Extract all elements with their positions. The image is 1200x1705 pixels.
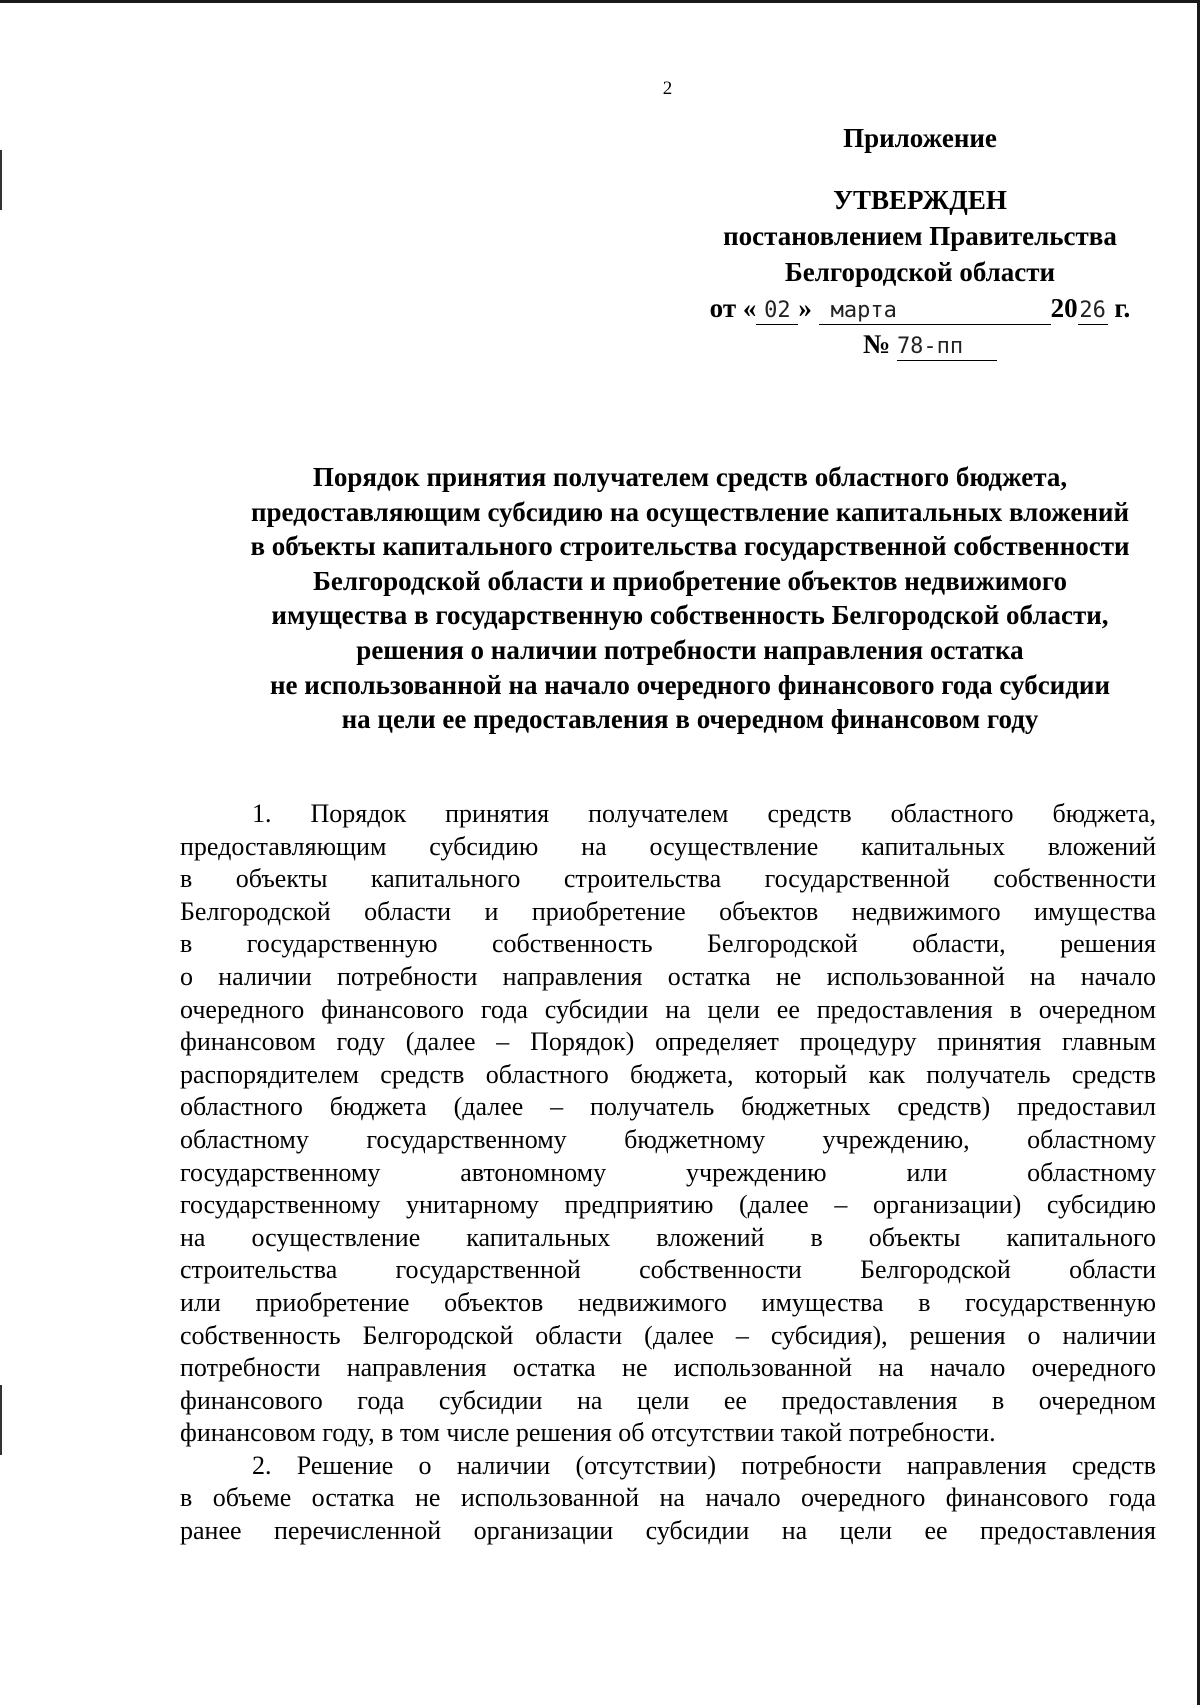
date-suffix: г. — [1114, 293, 1131, 323]
paragraph-1-line: финансовом году, в том числе решения об отсутствии такой потребности. — [180, 1418, 996, 1448]
title-line: в объекты капитального строительства государственной собственности — [250, 531, 1130, 562]
paragraph-1-line: в объекты капитального строительства государственной собственности — [180, 864, 1156, 894]
number-value: 78-пп — [897, 334, 997, 361]
date-day: 02 — [756, 298, 798, 325]
title-line: не использованной на начало очередного финансового года субсидии — [269, 669, 1111, 700]
paragraph-1-line: областного бюджета (далее – получатель бюджетных средств) предоставил — [180, 1092, 1156, 1122]
approved-by-line1: постановлением Правительства — [723, 221, 1117, 251]
paragraph-1-line: или приобретение объектов недвижимого имущества в государственную — [180, 1287, 1156, 1317]
paragraph-1-line: потребности направления остатка не использованной на начало очередного — [180, 1353, 1156, 1383]
date-prefix: от « — [709, 293, 757, 323]
approval-number — [700, 326, 1140, 362]
paragraph-1-line: собственность Белгородской области (далее – субсидия), решения о наличии — [180, 1320, 1156, 1350]
title-line: имущества в государственную собственность Белгородской области, — [271, 600, 1109, 631]
date-mid: » — [798, 293, 812, 323]
paragraph-1-line: о наличии потребности направления остатка не использованной на начало — [180, 961, 1156, 991]
title-line: решения о наличии потребности направления остатка — [356, 634, 1024, 665]
number-prefix: № — [863, 329, 891, 359]
appendix-title: Приложение — [843, 123, 997, 153]
paragraph-2-line: 2. Решение о наличии (отсутствии) потребности направления средств — [252, 1450, 1156, 1480]
document-body — [180, 798, 1156, 1548]
paragraph-1-line: государственному автономному учреждению или областному — [180, 1157, 1156, 1187]
paragraph-1-line: распорядителем средств областного бюджета, который как получатель средств — [180, 1059, 1156, 1089]
approved-label: УТВЕРЖДЕН — [833, 185, 1007, 215]
scan-edge-mark — [0, 1385, 2, 1455]
title-line: Порядок принятия получателем средств областного бюджета, — [312, 462, 1068, 492]
page-number: 2 — [662, 78, 673, 99]
paragraph-2-line: ранее перечисленной организации субсидии на цели ее предоставления — [180, 1516, 1156, 1546]
approval-date — [700, 290, 1140, 326]
approved-by-line2: Белгородской области — [784, 257, 1056, 287]
document-title — [180, 460, 1200, 737]
paragraph-1-line: областному государственному бюджетному учреждению, областному — [180, 1124, 1156, 1154]
paragraph-1-line: очередного финансового года субсидии на цели ее предоставления в очередном — [180, 994, 1156, 1024]
paragraph-1-line: финансового года субсидии на цели ее предоставления в очередном — [180, 1385, 1156, 1415]
title-line: предоставляющим субсидию на осуществление капитальных вложений — [250, 496, 1130, 527]
paragraph-1-line: предоставляющим субсидию на осуществление капитальных вложений — [180, 831, 1156, 861]
date-year: 26 — [1079, 298, 1106, 323]
paragraph-1-line: Белгородской области и приобретение объектов недвижимого имущества — [180, 896, 1156, 926]
paragraph-1-line: строительства государственной собственности Белгородской области — [180, 1255, 1156, 1285]
date-month: марта — [819, 298, 1051, 325]
title-line: на цели ее предоставления в очередном финансовом году — [341, 704, 1039, 735]
scan-edge-mark — [0, 150, 2, 210]
paragraph-1-line: 1. Порядок принятия получателем средств областного бюджета, — [252, 799, 1156, 828]
paragraph-1-line: на осуществление капитальных вложений в объекты капитального — [180, 1222, 1156, 1252]
scan-edge-top — [0, 0, 1200, 3]
title-line: Белгородской области и приобретение объектов недвижимого — [313, 565, 1067, 596]
date-year-prefix: 20 — [1050, 293, 1078, 323]
paragraph-2-line: в объеме остатка не использованной на начало очередного финансового года — [180, 1483, 1156, 1513]
approval-block — [700, 120, 1140, 362]
paragraph-1-line: финансовом году (далее – Порядок) определяет процедуру принятия главным — [180, 1027, 1156, 1057]
paragraph-1-line: государственному унитарному предприятию (далее – организации) субсидию — [180, 1190, 1156, 1220]
paragraph-1-line: в государственную собственность Белгородской области, решения — [180, 929, 1156, 959]
